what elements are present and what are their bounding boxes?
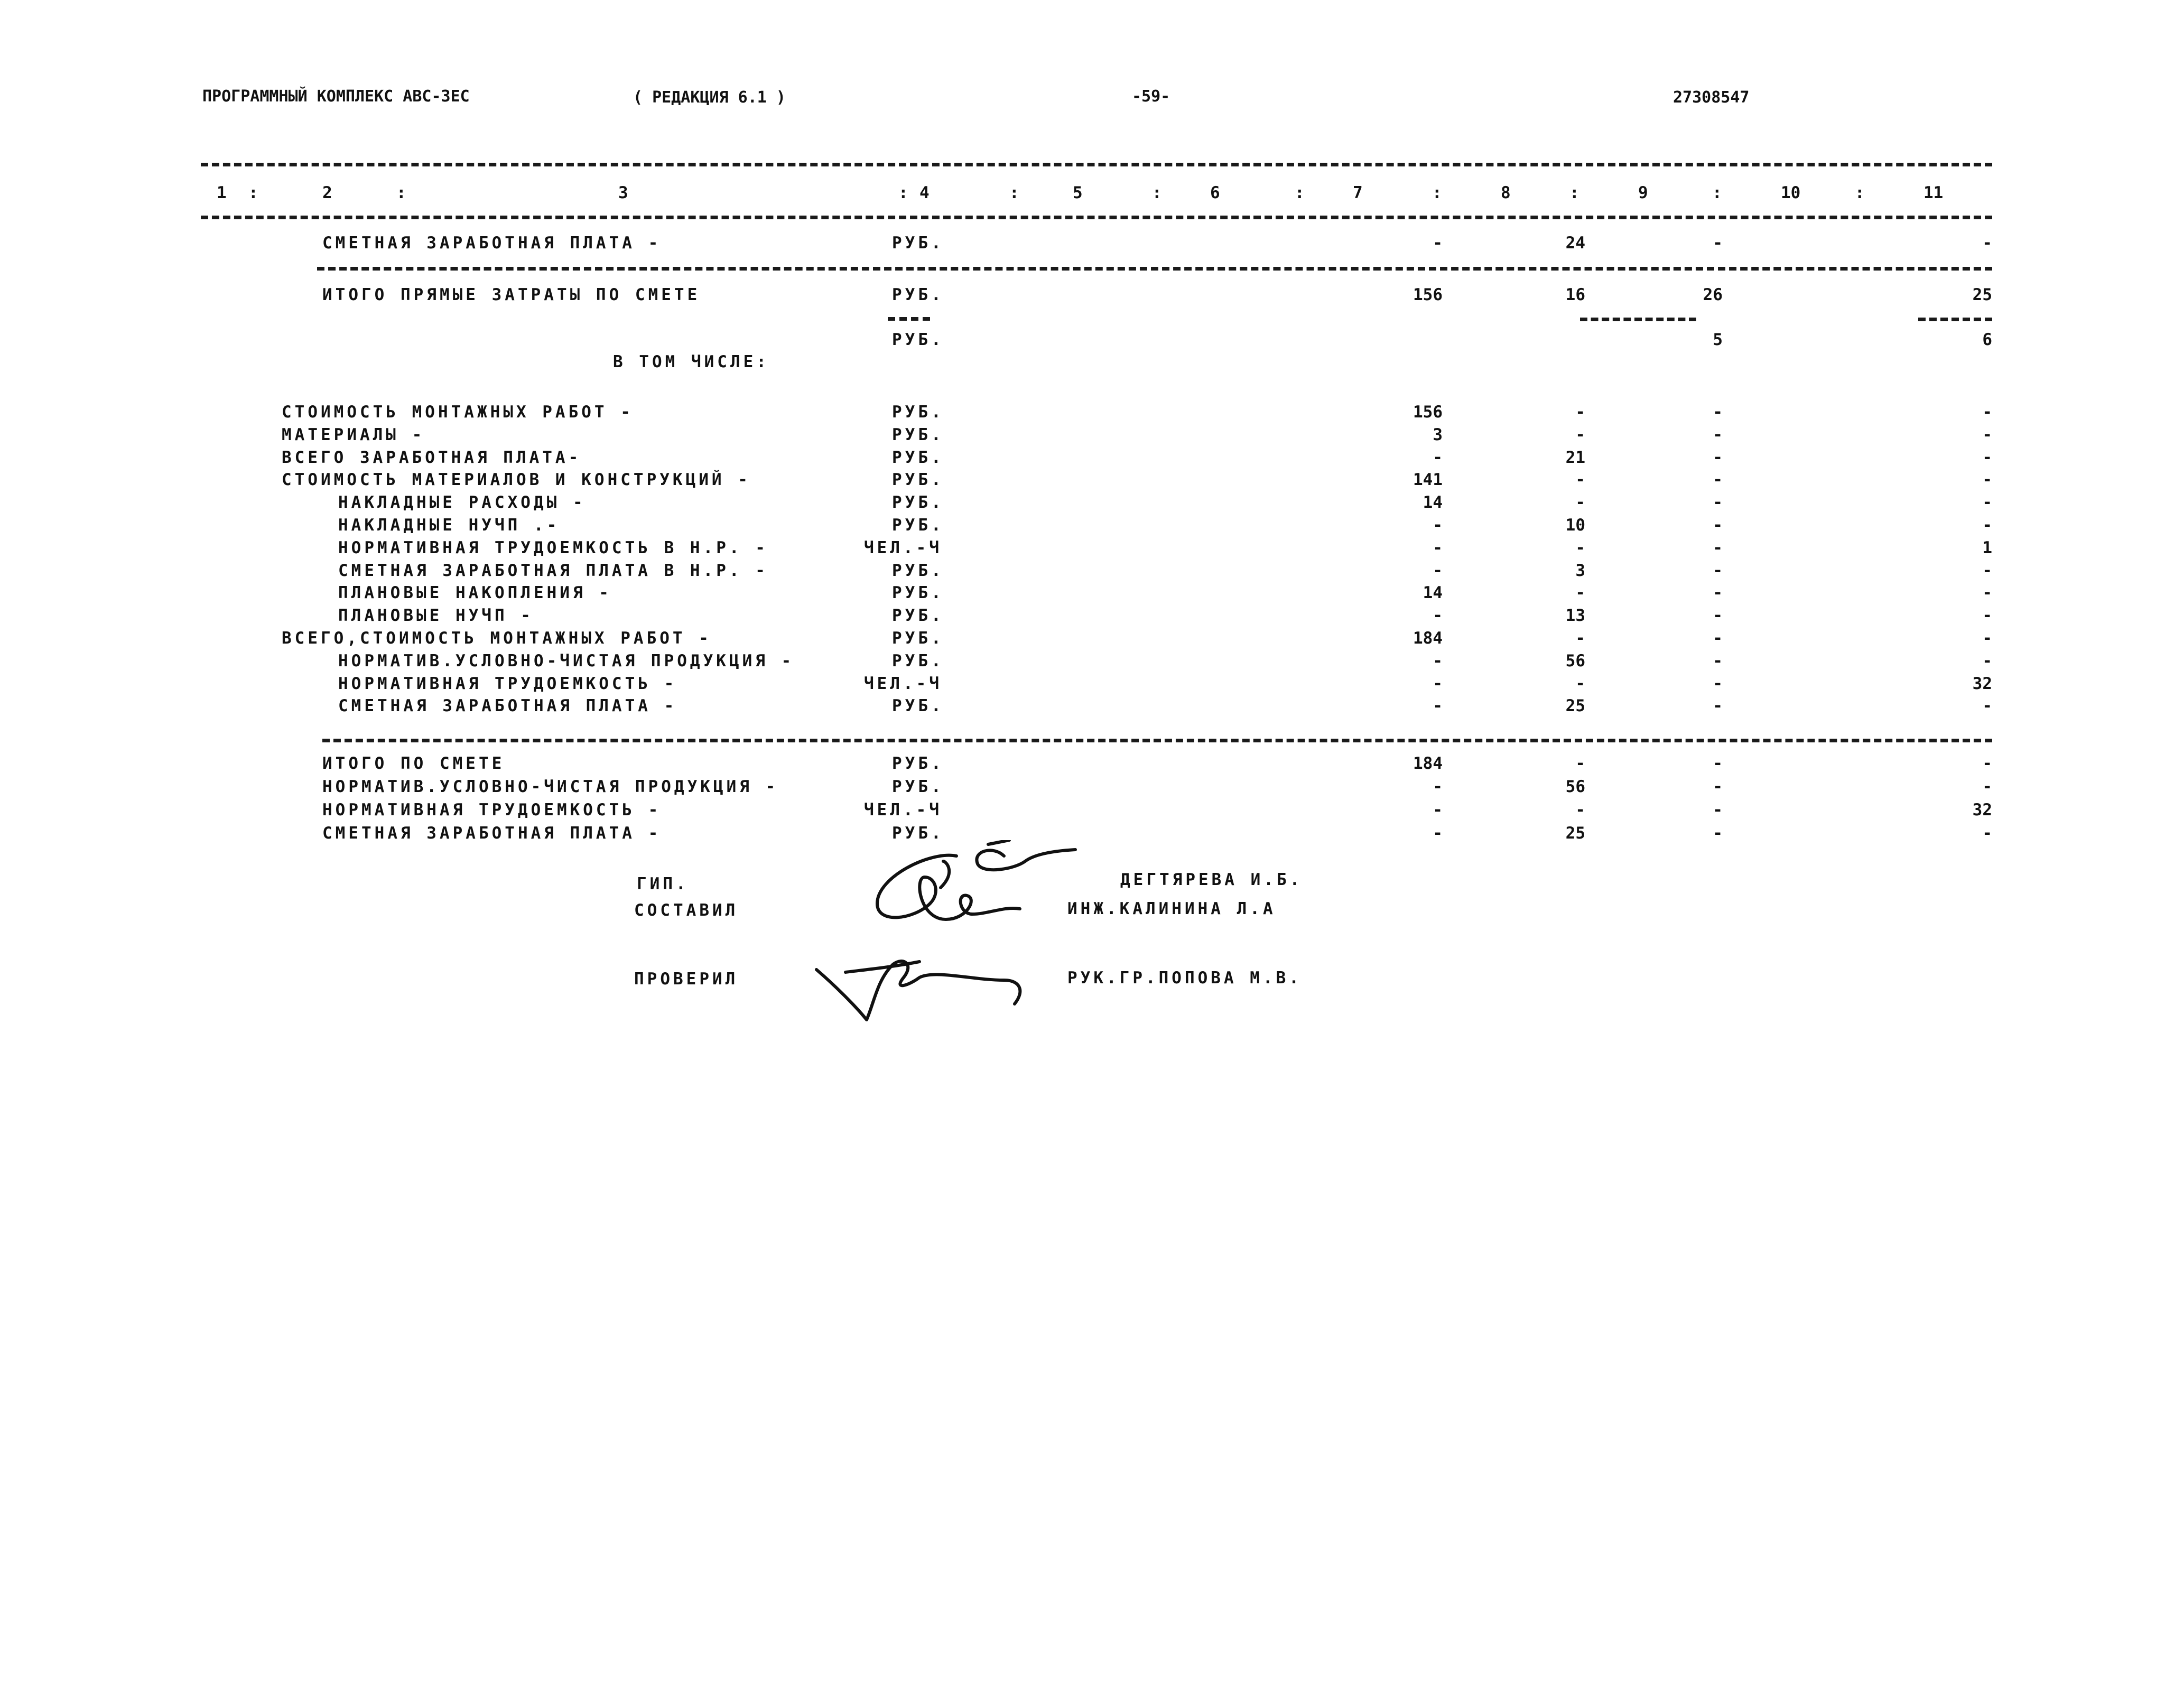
col7-value: 3 — [1433, 425, 1443, 444]
included-label: В ТОМ ЧИСЛЕ: — [613, 352, 769, 371]
col9-value: - — [1713, 777, 1723, 796]
header-bottom-rule — [201, 216, 1992, 219]
col9-value: 26 — [1703, 285, 1723, 304]
col11-value: - — [1982, 629, 1992, 648]
row-label: СМЕТНАЯ ЗАРАБОТНАЯ ПЛАТА - — [338, 696, 677, 715]
compiled-name: ИНЖ.КАЛИНИНА Л.А — [1067, 899, 1276, 918]
row-unit: РУБ. — [892, 516, 944, 535]
col7-value: - — [1433, 448, 1443, 467]
col7-value: - — [1433, 561, 1443, 580]
col9-value: - — [1713, 470, 1723, 489]
col11-value: - — [1982, 448, 1992, 467]
rule-c11-underline — [1918, 318, 1992, 321]
row-unit: РУБ. — [892, 561, 944, 580]
row-label: НОРМАТИВНАЯ ТРУДОЕМКОСТЬ - — [338, 674, 677, 693]
row-unit: РУБ. — [892, 754, 944, 773]
row-label: НОРМАТИВНАЯ ТРУДОЕМКОСТЬ В Н.Р. - — [338, 538, 768, 557]
column-number: 4 — [919, 183, 930, 202]
row-unit: РУБ. — [892, 629, 944, 648]
col11-value: - — [1982, 493, 1992, 512]
row-label: НАКЛАДНЫЕ РАСХОДЫ - — [338, 493, 586, 512]
column-number: 1 — [217, 183, 227, 202]
rule-unit-underline — [888, 317, 930, 321]
col8-value: - — [1575, 403, 1585, 422]
row-unit: РУБ. — [892, 234, 944, 253]
col7-value: 184 — [1413, 754, 1443, 773]
row-label: СТОИМОСТЬ МОНТАЖНЫХ РАБОТ - — [282, 403, 634, 422]
col8-value: 13 — [1565, 606, 1585, 625]
col9-value: - — [1713, 561, 1723, 580]
col7-value: - — [1433, 824, 1443, 843]
row-label: СМЕТНАЯ ЗАРАБОТНАЯ ПЛАТА В Н.Р. - — [338, 561, 768, 580]
col8-value: 24 — [1565, 234, 1585, 253]
signature-gip-compiled — [867, 840, 1089, 935]
col7-value: 141 — [1413, 470, 1443, 489]
row-label: НОРМАТИВ.УСЛОВНО-ЧИСТАЯ ПРОДУКЦИЯ - — [338, 651, 795, 671]
row-label: НОРМАТИВНАЯ ТРУДОЕМКОСТЬ - — [322, 800, 662, 820]
col7-value: - — [1433, 674, 1443, 693]
row-unit: РУБ. — [892, 403, 944, 422]
row-unit: РУБ. — [892, 448, 944, 467]
row-unit: РУБ. — [892, 583, 944, 602]
col8-value: 21 — [1565, 448, 1585, 467]
col11-value: - — [1982, 425, 1992, 444]
col11-value: 32 — [1972, 674, 1992, 693]
col7-value: 156 — [1413, 403, 1443, 422]
col11-value: - — [1982, 470, 1992, 489]
document-code: 27308547 — [1673, 88, 1750, 107]
row-unit: РУБ. — [892, 777, 944, 796]
col8-value: 25 — [1565, 696, 1585, 715]
row-unit: РУБ. — [892, 285, 944, 304]
row-unit: РУБ. — [892, 824, 944, 843]
col9-value: - — [1713, 629, 1723, 648]
col9-value: - — [1713, 516, 1723, 535]
edition-label: ( РЕДАКЦИЯ 6.1 ) — [633, 88, 786, 107]
col8-value: 25 — [1565, 824, 1585, 843]
col11-value: 32 — [1972, 800, 1992, 820]
col11-value: - — [1982, 234, 1992, 253]
col7-value: - — [1433, 651, 1443, 671]
col7-value: - — [1433, 606, 1443, 625]
row-label: СМЕТНАЯ ЗАРАБОТНАЯ ПЛАТА - — [322, 234, 662, 253]
row-unit: РУБ. — [892, 330, 944, 349]
col11-value: - — [1982, 583, 1992, 602]
col11-value: - — [1982, 696, 1992, 715]
column-number: 2 — [322, 183, 332, 202]
column-separator: : — [1855, 183, 1865, 202]
col8-value: 56 — [1565, 777, 1585, 796]
col7-value: - — [1433, 696, 1443, 715]
col7-value: 184 — [1413, 629, 1443, 648]
row-unit: ЧЕЛ.-Ч — [864, 538, 942, 557]
rule-before-totals — [322, 739, 1992, 742]
rule-c9-underline — [1580, 318, 1696, 321]
col8-value: 56 — [1565, 651, 1585, 671]
gip-name: ДЕГТЯРЕВА И.Б. — [1120, 870, 1303, 889]
col9-value: - — [1713, 606, 1723, 625]
row-unit: ЧЕЛ.-Ч — [864, 800, 942, 820]
signature-checked — [814, 948, 1036, 1022]
col9-value: - — [1713, 754, 1723, 773]
row-unit: РУБ. — [892, 493, 944, 512]
table-top-rule — [201, 163, 1992, 166]
col8-value: 3 — [1575, 561, 1585, 580]
col11-value: - — [1982, 516, 1992, 535]
col7-value: - — [1433, 800, 1443, 820]
col8-value: - — [1575, 470, 1585, 489]
col8-value: - — [1575, 754, 1585, 773]
column-separator: : — [898, 183, 908, 202]
col8-value: - — [1575, 538, 1585, 557]
column-separator: : — [1569, 183, 1579, 202]
row-label: МАТЕРИАЛЫ - — [282, 425, 425, 444]
column-separator: : — [1712, 183, 1722, 202]
program-title: ПРОГРАММНЫЙ КОМПЛЕКС АВС-ЗЕС — [202, 87, 470, 106]
col8-value: - — [1575, 425, 1585, 444]
col11-value: - — [1982, 561, 1992, 580]
col7-value: - — [1433, 234, 1443, 253]
row-label: СМЕТНАЯ ЗАРАБОТНАЯ ПЛАТА - — [322, 824, 662, 843]
col11-value: - — [1982, 403, 1992, 422]
col8-value: 16 — [1565, 285, 1585, 304]
col9-value: 5 — [1713, 330, 1723, 349]
row-label: НАКЛАДНЫЕ НУЧП .- — [338, 516, 560, 535]
col11-value: - — [1982, 777, 1992, 796]
col9-value: - — [1713, 651, 1723, 671]
row-unit: РУБ. — [892, 651, 944, 671]
row-label: ПЛАНОВЫЕ НУЧП - — [338, 606, 534, 625]
col11-value: 25 — [1972, 285, 1992, 304]
column-separator: : — [396, 183, 406, 202]
col8-value: - — [1575, 800, 1585, 820]
column-number: 7 — [1353, 183, 1363, 202]
checked-label: ПРОВЕРИЛ — [634, 970, 739, 989]
row-label: ВСЕГО,СТОИМОСТЬ МОНТАЖНЫХ РАБОТ - — [282, 629, 712, 648]
col11-value: - — [1982, 754, 1992, 773]
col8-value: - — [1575, 583, 1585, 602]
row-label: НОРМАТИВ.УСЛОВНО-ЧИСТАЯ ПРОДУКЦИЯ - — [322, 777, 779, 796]
col7-value: 14 — [1423, 493, 1443, 512]
row-unit: РУБ. — [892, 696, 944, 715]
col9-value: - — [1713, 403, 1723, 422]
column-separator: : — [1295, 183, 1305, 202]
row-unit: РУБ. — [892, 425, 944, 444]
col9-value: - — [1713, 234, 1723, 253]
col7-value: - — [1433, 538, 1443, 557]
row-label: СТОИМОСТЬ МАТЕРИАЛОВ И КОНСТРУКЦИЙ - — [282, 470, 751, 489]
col8-value: 10 — [1565, 516, 1585, 535]
row-unit: РУБ. — [892, 606, 944, 625]
col11-value: - — [1982, 606, 1992, 625]
row-label: ВСЕГО ЗАРАБОТНАЯ ПЛАТА- — [282, 448, 582, 467]
compiled-label: СОСТАВИЛ — [634, 901, 739, 920]
col8-value: - — [1575, 674, 1585, 693]
col9-value: - — [1713, 696, 1723, 715]
page-number: -59- — [1132, 87, 1170, 106]
col9-value: - — [1713, 425, 1723, 444]
row-label: ИТОГО ПО СМЕТЕ — [322, 754, 505, 773]
row-unit: ЧЕЛ.-Ч — [864, 674, 942, 693]
col9-value: - — [1713, 448, 1723, 467]
col9-value: - — [1713, 493, 1723, 512]
col8-value: - — [1575, 629, 1585, 648]
column-number: 8 — [1501, 183, 1511, 202]
col11-value: 1 — [1982, 538, 1992, 557]
col11-value: - — [1982, 651, 1992, 671]
col9-value: - — [1713, 583, 1723, 602]
col7-value: - — [1433, 777, 1443, 796]
checked-name: РУК.ГР.ПОПОВА М.В. — [1067, 969, 1302, 988]
gip-label: ГИП. — [637, 874, 689, 893]
col7-value: 14 — [1423, 583, 1443, 602]
col9-value: - — [1713, 800, 1723, 820]
column-number: 3 — [618, 183, 628, 202]
row-label: ИТОГО ПРЯМЫЕ ЗАТРАТЫ ПО СМЕТЕ — [322, 285, 701, 304]
col7-value: 156 — [1413, 285, 1443, 304]
column-number: 9 — [1638, 183, 1648, 202]
row-label: ПЛАНОВЫЕ НАКОПЛЕНИЯ - — [338, 583, 612, 602]
col11-value: 6 — [1982, 330, 1992, 349]
col9-value: - — [1713, 674, 1723, 693]
col8-value: - — [1575, 493, 1585, 512]
column-separator: : — [1432, 183, 1442, 202]
column-number: 5 — [1073, 183, 1083, 202]
col9-value: - — [1713, 824, 1723, 843]
row-unit: РУБ. — [892, 470, 944, 489]
col7-value: - — [1433, 516, 1443, 535]
column-separator: : — [1152, 183, 1162, 202]
column-separator: : — [1009, 183, 1019, 202]
column-number: 11 — [1923, 183, 1944, 202]
col9-value: - — [1713, 538, 1723, 557]
col11-value: - — [1982, 824, 1992, 843]
column-number: 6 — [1210, 183, 1220, 202]
column-separator: : — [248, 183, 258, 202]
rule-after-first-row — [317, 267, 1992, 271]
column-number: 10 — [1781, 183, 1801, 202]
